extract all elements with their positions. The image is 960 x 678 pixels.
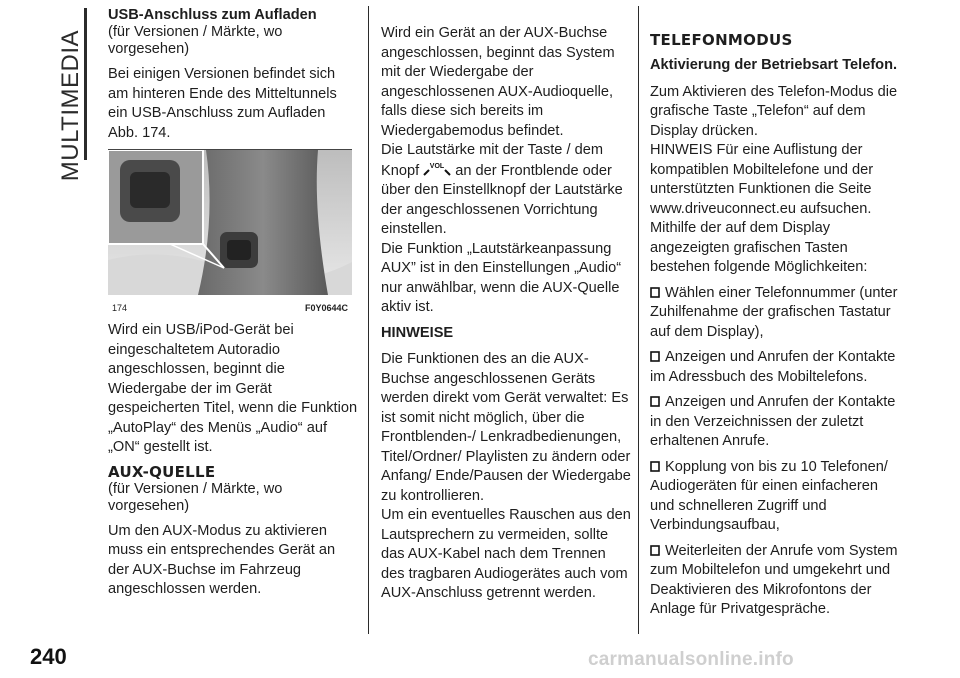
hinweise-text-2: Um ein eventuelles Rauschen aus den Lautsprechern zu vermeiden, sollte das AUX-Kabel nach dem Trennen des tragbaren Audiogerätes auch vom AUX-Anschluss getrennt werden. — [381, 507, 631, 601]
page-number: 240 — [30, 644, 67, 669]
telefon-option-item: Anzeigen und Anrufen der Kontakte in den Verzeichnissen der zuletzt erhaltenen Anrufe. — [650, 394, 896, 449]
telefonmodus-heading: TELEFONMODUS — [650, 31, 793, 49]
volume-text — [381, 141, 631, 240]
telefon-option-item: Wählen einer Telefonnummer (unter Zuhilfenahme der grafischen Tastatur auf dem Display), — [650, 284, 898, 340]
square-bullet-icon — [650, 396, 660, 407]
telefon-option-item: Kopplung von bis zu 10 Telefonen/ Audiogeräten für einen einfacheren und schnelleren Zugriff und Verbindungsaufbau, — [650, 458, 888, 533]
aux-note: (für Versionen / Märkte, wo vorgesehen) — [108, 480, 283, 514]
square-bullet-icon — [650, 287, 660, 298]
side-label-bar — [84, 8, 87, 160]
telefon-option-item: Weiterleiten der Anrufe vom System zum Mobiltelefon und umgekehrt und Deaktivieren des Mikrofontons der Anlage für Privatgespräche. — [650, 542, 898, 617]
usb-text: Bei einigen Versionen befindet sich am hinteren Ende des Mitteltunnels ein USB-Anschluss zum Aufladen Abb. 174. — [108, 66, 337, 141]
hinweise-text-1: Die Funktionen des an die AUX-Buchse angeschlossenen Geräts werden direkt vom Gerät verwaltet: Es ist somit nicht möglich, über die Frontblenden-/ Lenkradbedienungen, Titel/Ordner/ Playlisten zu ändern oder Anfang/ Ende/Pausen der Wiedergabe zu kontrollieren. — [381, 351, 631, 504]
volume-text-after: an der Frontblende oder über den Einstellknopf der Lautstärke der angeschlossenen Vorrichtung einstellen. — [381, 162, 623, 237]
figure-usb-port — [108, 149, 352, 315]
usb-note: (für Versionen / Märkte, wo vorgesehen) — [108, 24, 283, 57]
column-1 — [108, 7, 358, 606]
telefon-option-item: Anzeigen und Anrufen der Kontakte im Adressbuch des Mobiltelefons. — [650, 349, 896, 385]
telefon-hinweis-text: HINWEIS Für eine Auflistung der kompatiblen Mobiltelefone und der unterstützten Funktionen die Seite www.driveuconnect.eu aufsuchen. — [650, 142, 874, 217]
aux-volume-adjust-text: Die Funktion „Lautstärkeanpassung AUX” ist in den Einstellungen „Audio“ nur anwählbar, wenn die AUX-Quelle aktiv ist. — [381, 240, 622, 315]
usb-port-illustration — [108, 150, 352, 295]
telefon-activation-text: Zum Aktivieren des Telefon-Modus die grafische Taste „Telefon“ auf dem Display drücken. — [650, 83, 898, 139]
square-bullet-icon — [650, 461, 660, 472]
column-divider-2 — [638, 6, 639, 634]
aux-play-text: Wird ein Gerät an der AUX-Buchse angeschlossen, beginnt das System mit der Wiedergabe der angeschlossenen AUX-Audioquelle, falls diese sich bereits im Wiedergabemodus befindet. — [381, 25, 615, 139]
aux-text: Um den AUX-Modus zu aktivieren muss ein entsprechendes Gerät an der AUX-Buchse im Fahrzeug angeschlossen werden. — [108, 522, 336, 597]
figure-number: 174 — [112, 303, 128, 313]
usb-title: USB-Anschluss zum Aufladen — [108, 7, 317, 23]
figure-code: F0Y0644C — [304, 303, 348, 313]
volume-icon-label: VOL — [430, 162, 445, 170]
figure-caption — [108, 295, 352, 315]
usb-play-text: Wird ein USB/iPod-Gerät bei eingeschaltetem Autoradio angeschlossen, beginnt die Wiedergabe der im Gerät gespeicherten Titel, wenn die Funktion „AutoPlay“ des Menüs „Audio“ auf „ON“ gestellt ist. — [108, 322, 358, 455]
column-divider-1 — [368, 6, 369, 634]
square-bullet-icon — [650, 545, 660, 556]
column-2 — [381, 24, 631, 610]
telefonmodus-subheading: Aktivierung der Betriebsart Telefon. — [650, 57, 898, 73]
square-bullet-icon — [650, 351, 660, 362]
column-3 — [650, 32, 900, 626]
section-side-label — [54, 30, 88, 182]
volume-knob-icon — [423, 161, 451, 177]
volume-text-before: Die Lautstärke mit der Taste / dem Knopf — [381, 142, 603, 179]
hinweise-title: HINWEISE — [381, 324, 454, 341]
aux-heading: AUX-QUELLE — [108, 462, 216, 481]
section-side-label-text: MULTIMEDIA — [57, 30, 84, 182]
watermark: carmanualsonline.info — [588, 649, 794, 670]
telefon-options-intro: Mithilfe der auf dem Display angezeigten grafischen Tasten bestehen folgende Möglichkeiten: — [650, 220, 868, 275]
